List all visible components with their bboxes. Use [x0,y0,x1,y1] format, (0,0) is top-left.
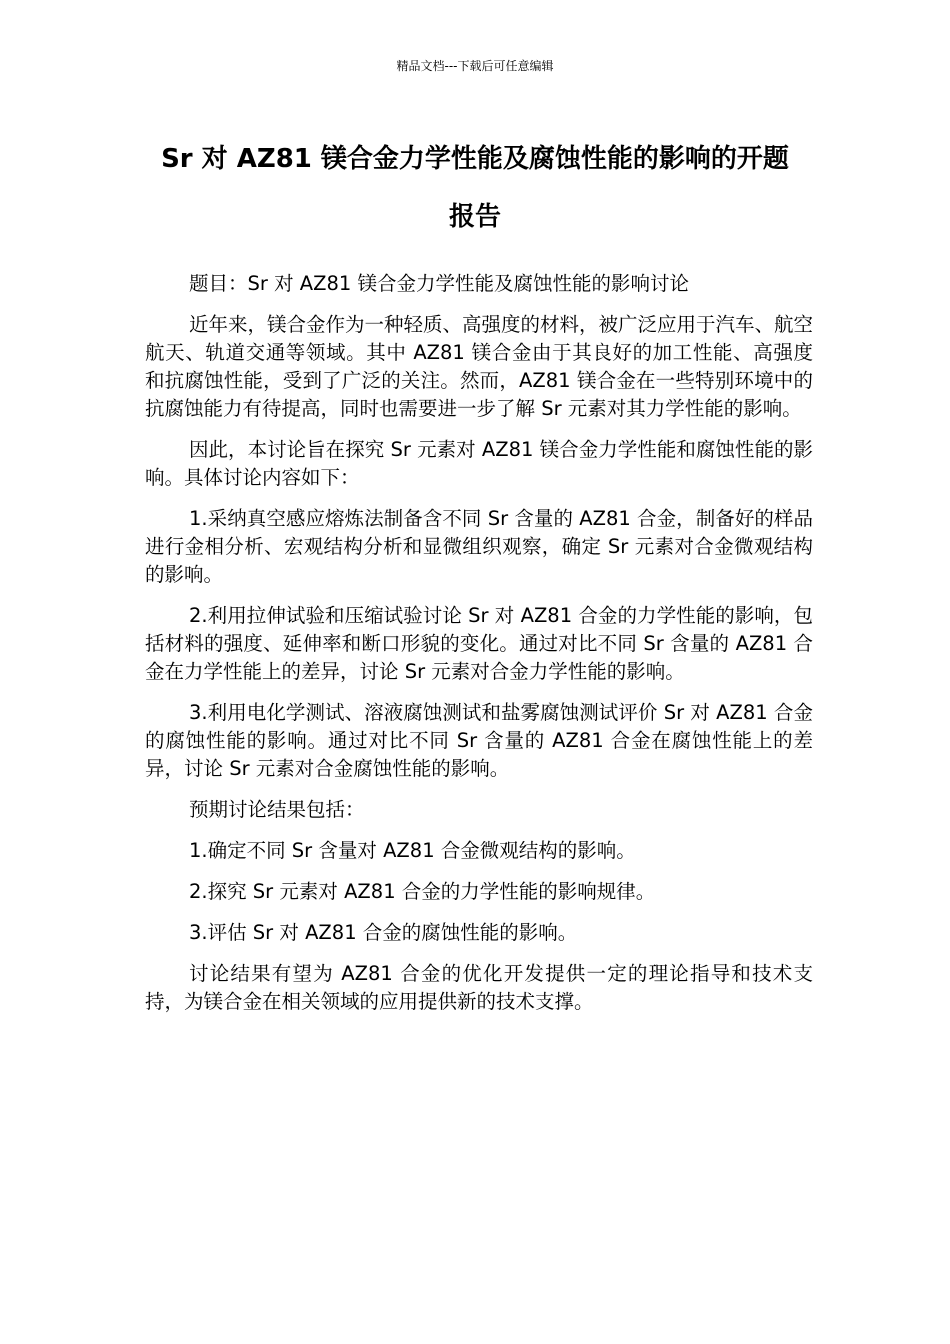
document-title [120,130,830,246]
page-header: 精品文档---下载后可任意编辑 [396,59,554,73]
expected-result-1: 1.确定不同 Sr 含量对 AZ81 合金微观结构的影响。 [189,839,636,862]
content-item-2: 2.利用拉伸试验和压缩试验讨论 Sr 对 AZ81 合金的力学性能的影响，包括材料的强度、延伸率和断口形貌的变化。通过对比不同 Sr 含量的 AZ81 合金在力学性能上的差异，讨论 Sr 元素对合金力学性能的影响。 [145,604,813,683]
topic-paragraph: 题目：Sr 对 AZ81 镁合金力学性能及腐蚀性能的影响讨论 [189,272,690,295]
purpose-paragraph: 因此，本讨论旨在探究 Sr 元素对 AZ81 镁合金力学性能和腐蚀性能的影响。具体讨论内容如下： [145,438,813,489]
expected-result-3: 3.评估 Sr 对 AZ81 合金的腐蚀性能的影响。 [189,921,578,944]
document-title-line-1: Sr 对 AZ81 镁合金力学性能及腐蚀性能的影响的开题 [161,144,789,174]
expected-result-2: 2.探究 Sr 元素对 AZ81 合金的力学性能的影响规律。 [189,880,656,903]
content-item-1: 1.采纳真空感应熔炼法制备含不同 Sr 含量的 AZ81 合金，制备好的样品进行金相分析、宏观结构分析和显微组织观察，确定 Sr 元素对合金微观结构的影响。 [145,507,813,586]
conclusion-paragraph: 讨论结果有望为 AZ81 合金的优化开发提供一定的理论指导和技术支持，为镁合金在相关领域的应用提供新的技术支撑。 [145,962,813,1013]
document-title-line-2: 报告 [448,202,501,232]
expected-results-heading: 预期讨论结果包括： [189,798,365,821]
content-item-3: 3.利用电化学测试、溶液腐蚀测试和盐雾腐蚀测试评价 Sr 对 AZ81 合金的腐蚀性能的影响。通过对比不同 Sr 含量的 AZ81 合金在腐蚀性能上的差异，讨论 Sr 元素对合金腐蚀性能的影响。 [145,701,813,780]
document-body [145,270,813,1029]
background-paragraph: 近年来，镁合金作为一种轻质、高强度的材料，被广泛应用于汽车、航空航天、轨道交通等领域。其中 AZ81 镁合金由于其良好的加工性能、高强度和抗腐蚀性能，受到了广泛的关注。然而，AZ81 镁合金在一些特别环境中的抗腐蚀能力有待提高，同时也需要进一步了解 Sr 元素对其力学性能的影响。 [145,313,814,420]
